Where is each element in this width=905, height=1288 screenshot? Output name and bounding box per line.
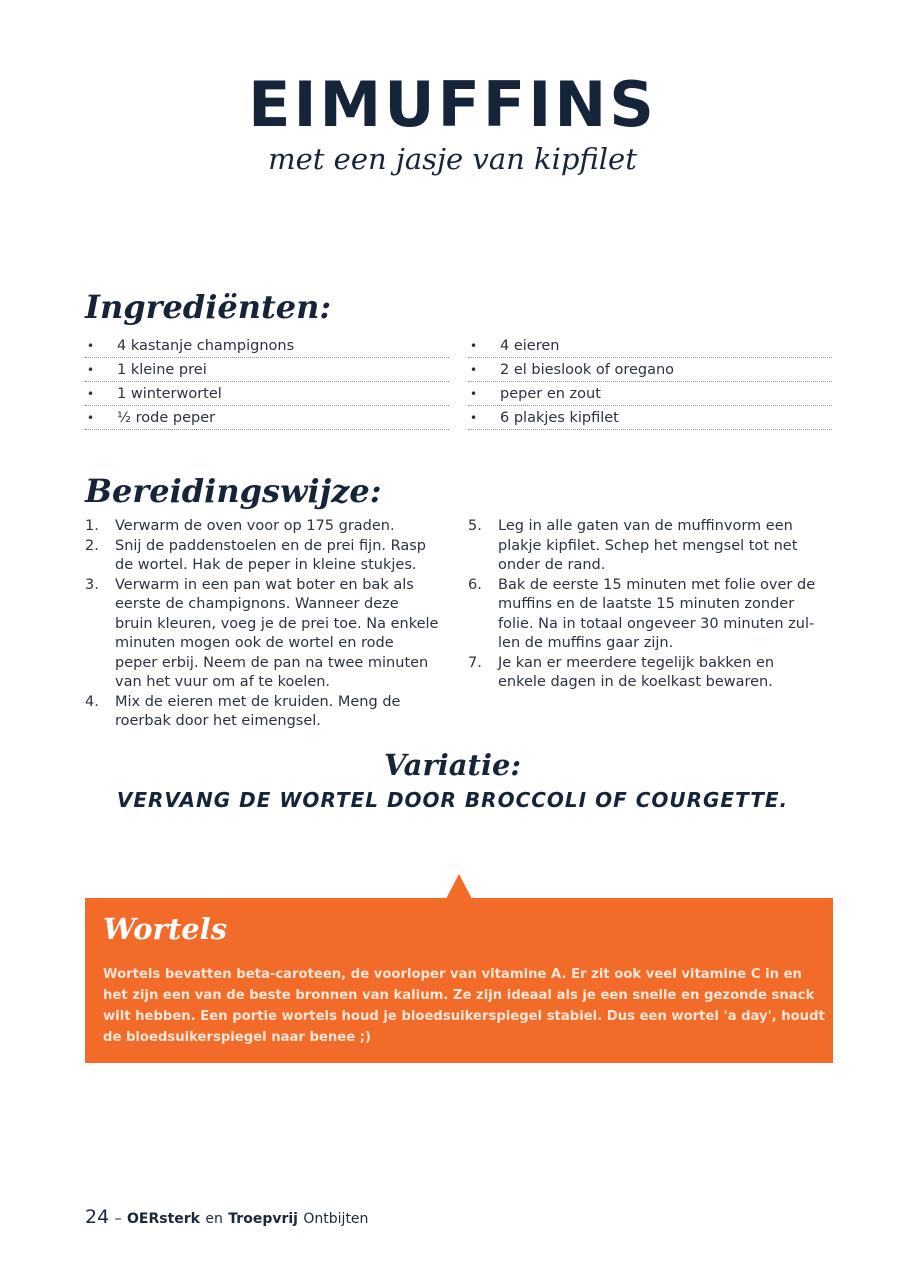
step-item: 4. Mix de eieren met de kruiden. Meng de roerbak door het eimengsel.	[85, 693, 401, 729]
info-box-title: Wortels	[103, 912, 228, 946]
page-footer	[85, 1206, 368, 1228]
steps-list-right	[468, 517, 823, 693]
ingredients-list-right	[468, 334, 832, 430]
page-number: 24	[85, 1206, 110, 1228]
list-item: • 4 eieren	[468, 334, 832, 358]
ingredients-heading: Ingrediënten:	[85, 288, 332, 326]
footer-brand-2: Troepvrij	[228, 1211, 298, 1227]
step-item: 3. Verwarm in een pan wat boter en bak als eerste de champignons. Wanneer deze bruin kleuren, voeg je de prei toe. Na enkele minuten mogen ook de wortel en rode peper erbij. Neem de pan na twee minuten van het vuur om af te koelen.	[85, 576, 439, 690]
steps-list-left	[85, 517, 440, 732]
footer-dash: –	[114, 1211, 122, 1227]
step-item: 5. Leg in alle gaten van de muffinvorm een plakje kipfilet. Schep het mengsel tot net onder de rand.	[468, 518, 798, 573]
list-item: • 6 plakjes kipfilet	[468, 406, 832, 430]
callout-pointer	[446, 874, 472, 899]
step-item: 2. Snij de paddenstoelen en de prei fijn. Rasp de wortel. Hak de peper in kleine stukjes.	[85, 537, 427, 573]
step-item: 7. Je kan er meerdere tegelijk bakken en enkele dagen in de koelkast bewaren.	[468, 654, 775, 690]
variation-heading: Variatie:	[383, 748, 522, 782]
list-item: • peper en zout	[468, 382, 832, 406]
preparation-heading: Bereidingswijze:	[85, 472, 382, 510]
footer-section: Ontbijten	[303, 1211, 369, 1227]
step-item: 6. Bak de eerste 15 minuten met folie over de muffins en de laatste 15 minuten zonder folie. Na in totaal ongeveer 30 minuten zul-len de muffins gaar zijn.	[468, 576, 816, 651]
page-subtitle: met een jasje van kipfilet	[268, 142, 637, 176]
list-item: • 2 el bieslook of oregano	[468, 358, 832, 382]
info-box-text: Wortels bevatten beta-caroteen, de voorloper van vitamine A. Er zit ook veel vitamine C in en het zijn een van de beste bronnen van kalium. Ze zijn ideaal als je een snelle en gezonde snack wilt hebben. Een portie wortels houd je bloedsuikerspiegel stabiel. Dus een wortel 'a day', houdt de bloedsuikerspiegel naar benee ;)	[103, 967, 825, 1045]
list-item: • 4 kastanje champignons	[85, 334, 449, 358]
footer-conj: en	[205, 1211, 223, 1227]
step-item: 1. Verwarm de oven voor op 175 graden.	[85, 518, 395, 534]
footer-brand-1: OERsterk	[127, 1211, 200, 1227]
ingredients-list-left	[85, 334, 449, 430]
list-item: • ½ rode peper	[85, 406, 449, 430]
page-title: EIMUFFINS	[248, 68, 657, 141]
variation-text: VERVANG DE WORTEL DOOR BROCCOLI OF COURGETTE.	[116, 788, 789, 812]
list-item: • 1 winterwortel	[85, 382, 449, 406]
info-box	[85, 898, 833, 1063]
list-item: • 1 kleine prei	[85, 358, 449, 382]
